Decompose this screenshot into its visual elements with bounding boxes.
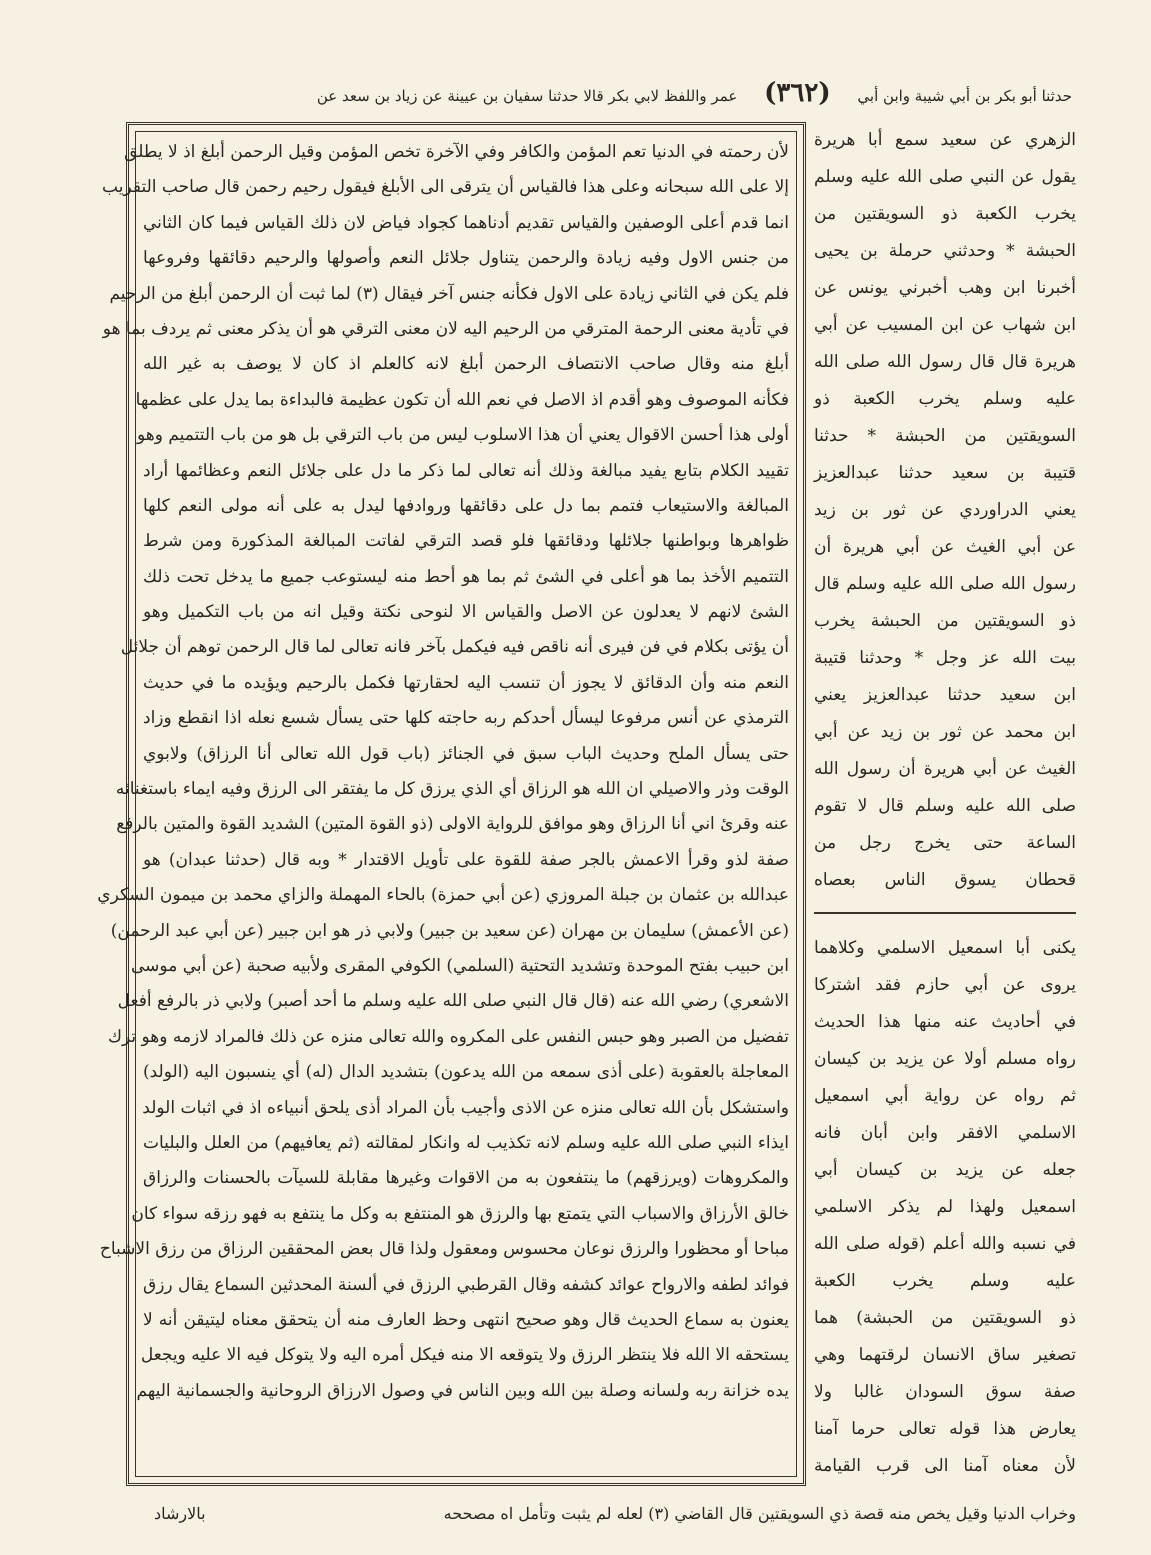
footer-side-text: بالارشاد	[154, 1504, 206, 1523]
commentary-line: من جنس الاول وفيه زيادة والرحمن يتناول جلائل النعم وأصولها والرحيم دقائقها وفروعها	[143, 248, 789, 269]
commentary-line: حتى يسأل الملح وحديث الباب سبق في الجنائز (باب قول الله تعالى أنا الرزاق) ولابوي	[143, 743, 789, 764]
hadith-line: الغيث عن أبي هريرة أن رسول الله	[814, 759, 1076, 779]
commentary-line: لأن رحمته في الدنيا تعم المؤمن والكافر وفي الآخرة تخص المؤمن وقيل الرحمن أبلغ اذ لا يطلق	[124, 142, 789, 162]
commentary-line: والمكروهات (ويرزقهم) ما ينتفعون به من الاقوات وغيرها مقابلة للسيآت بالحسنات والرزاق	[143, 1168, 789, 1189]
hadith-line: بيت الله عز وجل * وحدثنا قتيبة	[814, 648, 1076, 668]
note-line: الاسلمي الافقر وابن أبان فانه	[814, 1123, 1076, 1143]
commentary-line: الاشعري) رضي الله عنه (قال قال النبي صلى الله عليه وسلم ما أحد أصبر) ولابي ذر بالرفع أفعل	[117, 991, 789, 1012]
commentary-line: عبدالله بن عثمان بن جبلة المروزي (عن أبي حمزة) بالحاء المهملة والزاي محمد بن ميمون السكري	[97, 885, 789, 906]
note-line: اسمعيل ولهذا لم يذكر الاسلمي	[814, 1197, 1076, 1217]
commentary-line: ايذاء النبي صلى الله عليه وسلم لانه تكذيب له وانكار لمقالته (ثم يعافيهم) من العلل والبليات	[143, 1132, 789, 1153]
commentary-line: خالق الأرزاق والاسباب التي يتمتع بها والرزق هو المنتفع به وكل ما ينتفع به فهو رزقه سواء كان	[131, 1203, 789, 1224]
commentary-line: التتميم الأخذ بما هو أعلى في الشئ ثم بما هو أحط منه ليستوعب جميع ما يدخل تحت ذلك	[143, 566, 789, 587]
commentary-line: النعم منه وأن الدقائق لا يجوز أن تنسب اليه لحقارتها فكمل بالرحيم ويؤيده ما في حديث	[143, 672, 789, 693]
note-line: يروى عن أبي حازم فقد اشتركا	[814, 975, 1076, 995]
hadith-line: ابن سعيد حدثنا عبدالعزيز يعني	[814, 685, 1076, 705]
page-number: (٣٦٢)	[764, 78, 831, 108]
hadith-line: الزهري عن سعيد سمع أبا هريرة	[814, 130, 1076, 150]
header-right-text: حدثنا أبو بكر بن أبي شيبة وابن أبي	[857, 87, 1072, 105]
column-divider	[814, 912, 1076, 914]
commentary-line: الترمذي عن أنس مرفوعا ليسأل أحدكم ربه حاجته كلها حتى يسأل شسع نعله اذا انقطع وزاد	[143, 708, 789, 729]
hadith-line: هريرة قال قال رسول الله صلى الله	[814, 352, 1076, 372]
hadith-line: أخبرنا ابن وهب أخبرني يونس عن	[814, 278, 1076, 298]
commentary-line: فوائد لطفه والارواح عوائد كشفه وقال القرطبي الرزق في ألسنة المحدثين السماع يقال رزق	[143, 1274, 789, 1295]
hadith-line: يقول عن النبي صلى الله عليه وسلم	[814, 167, 1076, 187]
note-line: يكنى أبا اسمعيل الاسلمي وكلاهما	[814, 938, 1076, 958]
commentary-line: (عن الأعمش) سليمان بن مهران (عن سعيد بن جبير) ولابي ذر هو ابن جبير (عن أبي عبد الرحمن)	[110, 920, 789, 941]
commentary-line: أولى هذا أحسن الاقوال يعني أن هذا الاسلوب ليس من باب الترقي بل هو من باب التتميم وهو	[137, 425, 789, 446]
commentary-line: أبلغ منه وقال صاحب الانتصاف الرحمن أبلغ لانه كالعلم اذ كان لا يوصف به غير الله	[143, 354, 789, 375]
hadith-line: يعني الدراوردي عن ثور بن زيد	[814, 500, 1076, 520]
hadith-line: عن أبي الغيث عن أبي هريرة أن	[814, 537, 1076, 557]
note-line: في أحاديث عنه منها هذا الحديث	[814, 1012, 1076, 1032]
commentary-line: يعنون به سماع الحديث قال وهو صحيح انتهى وحظ العارف منه أن يتحقق معناه ليتيقن أنه لا	[143, 1309, 789, 1330]
hadith-line: قتيبة بن سعيد حدثنا عبدالعزيز	[814, 463, 1076, 483]
main-text-column	[814, 122, 1076, 1486]
commentary-line: في تأدية معنى الرحمة المترقي من الرحيم اليه لان معنى الترقي هو أن يذكر معنى ثم يردف بما هو	[102, 318, 789, 339]
commentary-line: إلا على الله سبحانه وعلى هذا فالقياس أن يترقى الى الأبلغ فيقول رحيم رحمن قال صاحب التقريب	[102, 177, 789, 198]
marginal-notes	[814, 930, 1076, 1486]
note-line: صفة سوق السودان غالبا ولا	[814, 1382, 1076, 1402]
hadith-line: قحطان يسوق الناس بعصاه	[814, 870, 1076, 890]
hadith-line: يخرب الكعبة ذو السويقتين من	[814, 204, 1076, 224]
note-line: رواه مسلم أولا عن يزيد بن كيسان	[814, 1049, 1076, 1069]
commentary-line: فكأنه الموصوف وهو أقدم اذ الاصل في نعم الله أن تكون عظيمة فالبداءة بما يدل على عظمها	[135, 389, 789, 410]
hadith-line: الحبشة * وحدثني حرملة بن يحيى	[814, 241, 1076, 261]
commentary-line: ابن حبيب بفتح الموحدة وتشديد التحتية (السلمي) الكوفي المقرى ولأبيه صحبة (عن أبي موسى	[131, 955, 789, 976]
commentary-line: المعاجلة بالعقوبة (على أذى سمعه من الله يدعون) بتشديد الدال (له) أي ينسبون اليه (الولد)	[143, 1062, 789, 1083]
hadith-line: الساعة حتى يخرج رجل من	[814, 833, 1076, 853]
page-header	[112, 76, 1072, 110]
commentary-line: المبالغة والاستيعاب فتمم بما دل على دقائقها وروادفها ليدل به على أنه مولى النعم كلها	[143, 495, 789, 516]
commentary-frame	[97, 122, 806, 1486]
commentary-line: الشئ لانهم لا يعدلون عن الاصل والقياس الا لنوحى نكتة وقيل انه من باب التكميل وهو	[143, 602, 789, 623]
commentary-line: يستحقه الا الله فلا ينتظر الرزق ولا يتوقعه الا منه فيكل أمره اليه ولا يتوكل فيه الا عليه ويجعل	[140, 1345, 789, 1366]
hadith-line: صلى الله عليه وسلم قال لا تقوم	[814, 796, 1076, 816]
commentary-line: ظواهرها وبواطنها جلائلها ودقائقها فلو قصد الترقي لفاتت المبالغة المذكورة ومن شرط	[143, 531, 789, 552]
hadith-line: ابن شهاب عن ابن المسيب عن أبي	[814, 315, 1076, 335]
commentary-line: تقييد الكلام بتابع يفيد مبالغة وذلك أنه تعالى لما ذكر ما دل على جلائل النعم وعظائمها أراد	[143, 460, 789, 481]
note-line: في نسبه والله أعلم (قوله صلى الله	[814, 1234, 1076, 1254]
note-line: ذو السويقتين من الحبشة) هما	[814, 1308, 1076, 1328]
note-line: جعله عن يزيد بن كيسان أبي	[814, 1160, 1076, 1180]
commentary-line: تفضيل من الصبر وهو حبس النفس على المكروه والله تعالى منزه عن ذلك فالمراد لازمه وهو ترك	[107, 1026, 789, 1047]
commentary-line: يده خزانة ربه ولسانه وصلة بين الله وبين الناس في وصول الارزاق الروحانية والجسمانية اليهم	[136, 1380, 789, 1401]
hadith-line: ابن محمد عن ثور بن زيد عن أبي	[814, 722, 1076, 742]
commentary-line: صفة لذو وقرأ الاعمش بالجر صفة للقوة على تأويل الاقتدار * وبه قال (حدثنا عبدان) هو	[143, 849, 789, 870]
header-left-text: عمر واللفظ لابي بكر قالا حدثنا سفيان بن عيينة عن زياد بن سعد عن	[316, 87, 738, 105]
note-line: لأن معناه آمنا الى قرب القيامة	[814, 1456, 1076, 1476]
commentary-line: واستشكل بأن الله تعالى منزه عن الاذى وأجيب بأن المراد أذى يلحق أنبياءه اذ في اثبات الولد	[142, 1097, 789, 1118]
note-line: يعارض هذا قوله تعالى حرما آمنا	[814, 1419, 1076, 1439]
note-line: تصغير ساق الانسان لرقتهما وهي	[814, 1345, 1076, 1365]
hadith-line: ذو السويقتين من الحبشة يخرب	[814, 611, 1076, 631]
commentary-line: الوقت وذر والاصيلي ان الله هو الرزاق أي الذي يرزق كل ما يفتقر الى الرزق وفيه ايماء باستغنائه	[115, 779, 789, 800]
commentary-line: عنه وقرئ اني أنا الرزاق وهو موافق للرواية الاولى (ذو القوة المتين) الشديد القوة والمتين بالرفع	[116, 814, 789, 835]
page-footer	[126, 1494, 1076, 1534]
note-line: ثم رواه عن رواية أبي اسمعيل	[814, 1086, 1076, 1106]
hadith-text	[814, 122, 1076, 902]
hadith-line: السويقتين من الحبشة * حدثنا	[814, 426, 1076, 446]
commentary-line: فلم يكن في الثاني زيادة على الاول فكأنه جنس آخر فيقال (٣) لما ثبت أن الرحمن أبلغ من الرحيم	[109, 283, 789, 304]
hadith-line: عليه وسلم يخرب الكعبة ذو	[814, 389, 1076, 409]
commentary-line: مباحا أو محظورا والرزق نوعان محسوس ومعقول ولذا قال بعض المحققين الرزاق من رزق الاشباح	[99, 1239, 789, 1260]
commentary-line: انما قدم أعلى الوصفين والقياس تقديم أدناهما كجواد فياض لان ذلك القياس فيما كان الثاني	[143, 212, 789, 233]
note-line: عليه وسلم يخرب الكعبة	[814, 1271, 1076, 1291]
hadith-line: رسول الله صلى الله عليه وسلم قال	[814, 574, 1076, 594]
commentary-line: أن يؤتى بكلام في فن فيرى أنه ناقص فيه فيكمل بآخر فانه تعالى لما قال الرحمن توهم أن جلائل	[120, 637, 789, 658]
footer-main-text: وخراب الدنيا وقيل يخص منه قصة ذي السويقتين قال القاضي (٣) لعله لم يثبت وتأمل اه مصححه	[443, 1504, 1076, 1523]
commentary-text	[97, 135, 789, 1473]
